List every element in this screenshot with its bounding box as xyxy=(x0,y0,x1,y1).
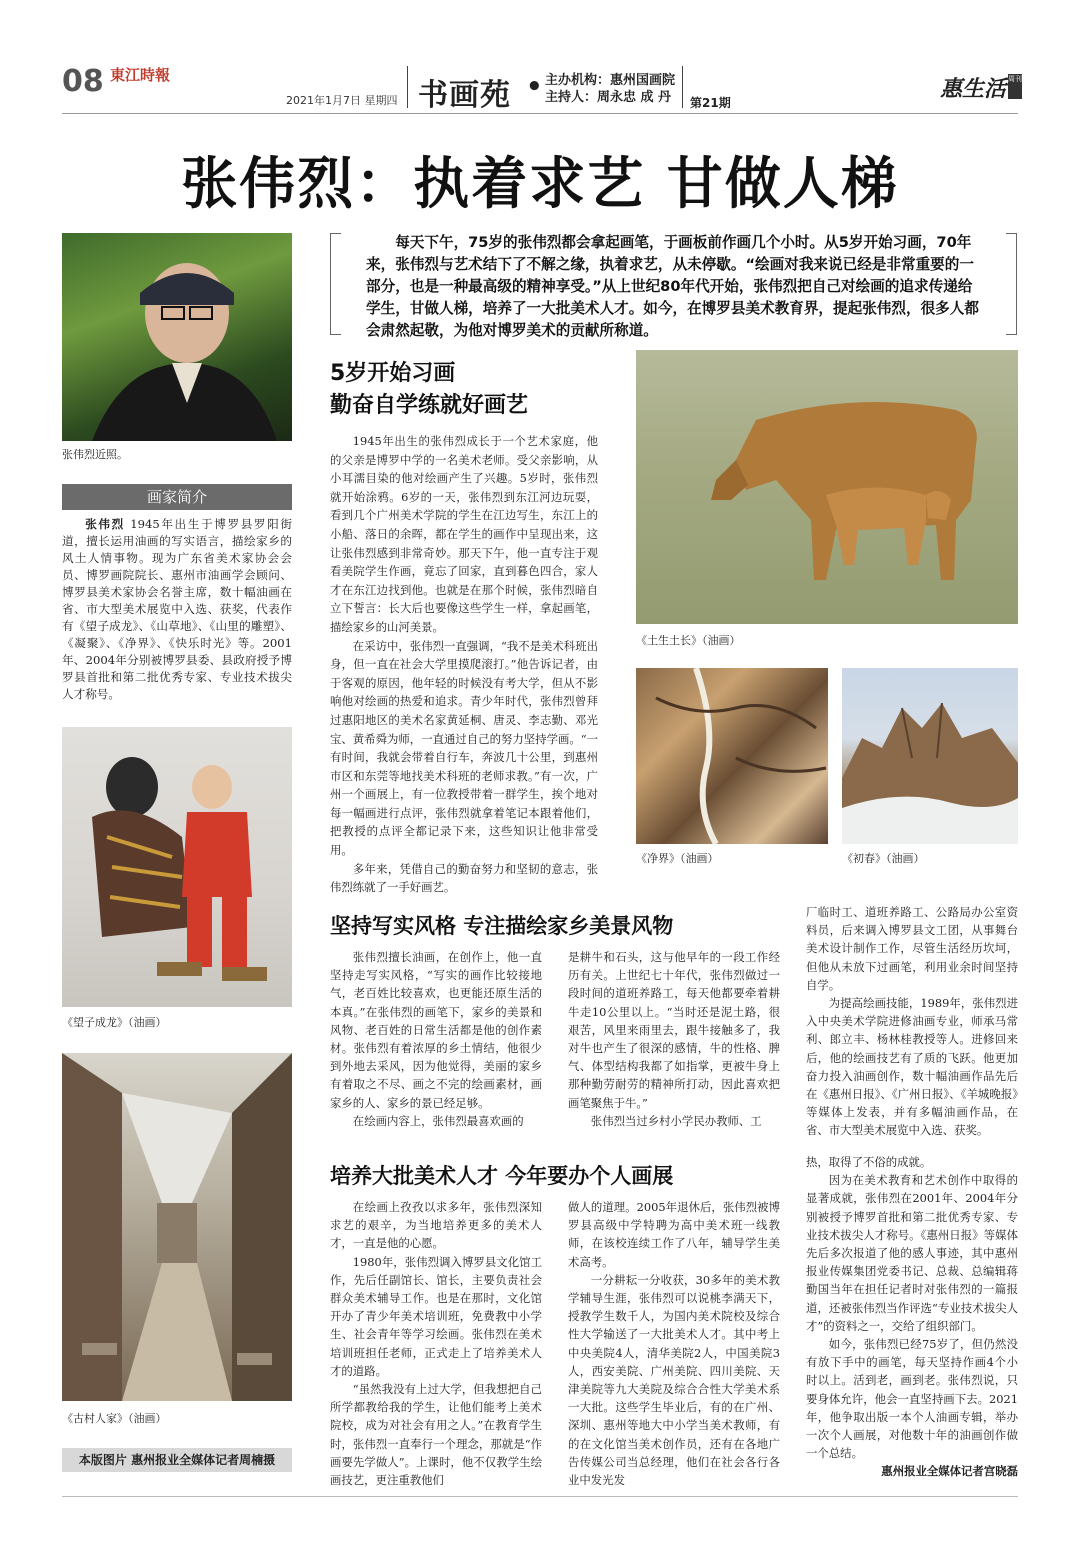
host-line: 主持人：周永忠 成 丹 xyxy=(545,90,672,105)
chuchun-caption: 《初春》（油画） xyxy=(842,852,925,865)
supplement-logo: 惠生活 xyxy=(940,76,1007,102)
section1-paragraph: 多年来，凭借自己的勤奋努力和坚韧的意志，张伟烈练就了一手好画艺。 xyxy=(330,861,598,895)
section-title: 书画苑 xyxy=(418,78,511,113)
newspaper-logo: 東江時報 xyxy=(110,66,171,84)
wangzi-illustration xyxy=(62,727,292,1007)
bio-heading: 画家简介 xyxy=(62,484,292,510)
bottom-rule xyxy=(62,1496,1018,1497)
section3-paragraph: 做人的道理。2005年退休后，张伟烈被博罗县高级中学特聘为高中美术班一线教师，在该校连续工作了八年，辅导学生美术高考。 xyxy=(568,1200,780,1269)
header-divider xyxy=(682,66,683,108)
lead-bracket-left xyxy=(330,233,341,335)
wangzi-caption: 《望子成龙》（油画） xyxy=(62,1016,167,1029)
section2-heading: 坚持写实风格 专注描绘家乡美景风物 xyxy=(330,914,674,938)
gucun-illustration xyxy=(62,1053,292,1401)
section3-paragraph: 因为在美术教育和艺术创作中取得的显著成就，张伟烈在2001年、2004年分别被授予博罗首批和第二批优秀专家、专业技术拔尖人才称号。《惠州日报》等媒体先后多次报道了他的感人事迹，其中惠州报业传媒集团党委书记、总裁、总编辑蒋勤国当年在担任记者时对张伟烈的一篇报道，还被张伟烈当作评选“专业技术拔尖人才”的资料之一，交给了组织部门。 xyxy=(806,1173,1018,1333)
section3-col3 xyxy=(806,1153,1018,1481)
section3-col1 xyxy=(330,1198,542,1489)
section1-paragraph: 在采访中，张伟烈一直强调，“我不是美术科班出身，但一直在社会大学里摸爬滚打。”他告诉记者，由于客观的原因，他年轻的时候没有考大学，但从不影响他对绘画的热爱和追求。青少年时代，张伟烈曾拜过惠阳地区的美术名家黄延桐、唐灵、李志勤、邓光宝、黄希舜为师，一直通过自己的努力坚持学画。“一有时间，我就会带着自行车，奔波几十公里，到惠州市区和东莞等地找美术科班的老师求教。”有一次，广州一个画展上，有一位教授带着一群学生，挨个地对每一幅画进行点评，张伟烈就拿着笔记本跟着他们，把教授的点评全都记录下来，这些知识让他非常受用。 xyxy=(330,638,598,858)
chuchun-illustration xyxy=(842,668,1018,844)
gucun-painting xyxy=(62,1053,292,1401)
section-dot: • xyxy=(526,72,543,102)
section3-paragraph: 1980年，张伟烈调入博罗县文化馆工作，先后任副馆长、馆长，主要负责社会群众美术辅导工作。也是在那时，文化馆开办了青少年美术培训班，免费教中小学生、社会青年等学习绘画。张伟烈在美术培训班担任老师，正式走上了培养美术人才的道路。 xyxy=(330,1254,542,1378)
cow-illustration xyxy=(636,350,1018,624)
page-number: 08 xyxy=(62,64,104,99)
publish-date: 2021年1月7日 星期四 xyxy=(286,94,398,107)
section2-col3 xyxy=(806,903,1018,1140)
bio-body: 1945年出生于博罗县罗阳街道，擅长运用油画的写实语言，描绘家乡的风土人情事物。现为广东省美术家协会会员、博罗画院院长、惠州市油画学会顾问、博罗县美术家协会名誉主席，数十幅油画在省、市大型美术展览中入选、获奖，代表作有《望子成龙》、《山草地》、《山里的雕塑》、《凝聚》、《净界》、《快乐时光》等。2001年、2004年分别被博罗县委、县政府授予博罗县首批和第二批优秀专家、专业技术拔尖人才称号。 xyxy=(62,517,292,701)
wangzi-painting xyxy=(62,727,292,1007)
section3-col2 xyxy=(568,1198,780,1489)
section3-paragraph: 一分耕耘一分收获，30多年的美术教学辅导生涯，张伟烈可以说桃李满天下，授教学生数千人，为国内美术院校及综合性大学输送了一大批美术人才。其中考上中央美院4人，清华美院2人，中国美院3人，西安美院、广州美院、四川美院、天津美院等九大美院及综合合性大学美术系一大批。这些学生毕业后，有的在广州、深圳、惠州等地大中小学当美术教师，有的在文化馆当美术创作员，还有在各地广告传媒公司当总经理，他们在社会各行各业中发光发 xyxy=(568,1272,780,1488)
section2-col1 xyxy=(330,948,542,1130)
section3-heading: 培养大批美术人才 今年要办个人画展 xyxy=(330,1164,674,1188)
bio-name: 张伟烈 xyxy=(85,517,125,531)
lead-paragraph: 每天下午，75岁的张伟烈都会拿起画笔，于画板前作画几个小时。从5岁开始习画，70年来，张伟烈与艺术结下了不解之缘，执着求艺，从未停歇。“绘画对我来说已经是非常重要的一部分，也是一种最高级的精神享受。”从上世纪80年代开始，张伟烈把自己对绘画的追求传递给学生，甘做人梯，培养了一大批美术人才。如今，在博罗县美术教育界，提起张伟烈，很多人都会肃然起敬，为他对博罗美术的贡献所称道。 xyxy=(366,234,979,339)
section2-paragraph: 在绘画内容上，张伟烈最喜欢画的 xyxy=(352,1113,524,1128)
portrait-photo xyxy=(62,233,292,441)
cow-painting xyxy=(636,350,1018,624)
chuchun-painting xyxy=(842,668,1018,844)
lead-bracket-right xyxy=(1006,233,1017,335)
header-rule xyxy=(62,113,1018,114)
sponsor-line: 主办机构：惠州国画院 xyxy=(545,73,676,88)
jingjie-caption: 《净界》（油画） xyxy=(636,852,719,865)
section3-paragraph: 热，取得了不俗的成就。 xyxy=(806,1155,932,1169)
section1-body xyxy=(330,432,598,897)
photo-credit: 本版图片 惠州报业全媒体记者周楠摄 xyxy=(62,1448,292,1472)
jingjie-painting xyxy=(636,668,828,844)
portrait-illustration xyxy=(62,233,292,441)
supplement-badge: 周刊 xyxy=(1008,74,1022,99)
section1-heading xyxy=(330,358,528,422)
section2-paragraph: 张伟烈当过乡村小学民办教师、工 xyxy=(590,1113,762,1128)
section1-paragraph: 1945年出生的张伟烈成长于一个艺术家庭，他的父亲是博罗中学的一名美术老师。受父亲影响，从小耳濡目染的他对绘画产生了兴趣。5岁时，张伟烈就开始涂鸦。6岁的一天，张伟烈到东江河边玩耍，看到几个广州美术学院的学生在江边写生，东江上的小船、落日的余晖，都在学生的画作中呈现出来，这让张伟烈感到非常奇妙。那天下午，他一直专注于观看美院学生作画，竟忘了回家，直到暮色四合，家人才在东江边找到他。也就是在那个时候，张伟烈暗自立下誓言：长大后也要像这些学生一样，拿起画笔，描绘家乡的山河美景。 xyxy=(330,434,598,634)
section1-heading-line2: 勤奋自学练就好画艺 xyxy=(330,393,529,418)
section3-paragraph: “虽然我没有上过大学，但我想把自己所学都教给我的学生，让他们能考上美术院校，成为对社会有用之人。”在教育学生时，张伟烈一直奉行一个理念，那就是“作画要先学做人”。上课时，他不仅教学生绘画技艺，更注重教他们 xyxy=(330,1382,542,1488)
section2-paragraph: 是耕牛和石头，这与他早年的一段工作经历有关。上世纪七十年代，张伟烈做过一段时间的道班养路工，每天他都要牵着耕牛走10公里以上。“当时还是泥土路，很艰苦，风里来雨里去，跟牛接触多了，我对牛也产生了很深的感情，牛的性格、脾气、体型结构我都了如指掌，更被牛身上那种勤劳耐劳的精神所打动，因此喜欢把画笔聚焦于牛。” xyxy=(568,950,780,1110)
issue-number: 第21期 xyxy=(690,96,731,110)
reporter-byline: 惠州报业全媒体记者宫晓磊 xyxy=(881,1464,1018,1479)
headline: 张伟烈：执着求艺 甘做人梯 xyxy=(181,152,899,217)
section3-paragraph: 在绘画上孜孜以求多年，张伟烈深知求艺的艰辛，为当地培养更多的美术人才，一直是他的心愿。 xyxy=(330,1200,542,1251)
section1-heading-line1: 5岁开始习画 xyxy=(330,361,456,386)
section3-paragraph: 如今，张伟烈已经75岁了，但仍然没有放下手中的画笔，每天坚持作画4个小时以上。活到老，画到老。张伟烈说，只要身体允许，他会一直坚持画下去。2021年，他争取出版一本个人油画专辑，举办一次个人画展，对他数十年的油画创作做一个总结。 xyxy=(806,1337,1018,1461)
header-divider xyxy=(407,66,408,108)
section2-paragraph: 为提高绘画技能，1989年，张伟烈进入中央美术学院进修油画专业，师承马常利、郎立丰、杨林桂教授等人。进修回来后，他的绘画技艺有了质的飞跃。他更加奋力投入油画创作，数十幅油画作品先后在《惠州日报》、《广州日报》、《羊城晚报》等媒体上发表，并有多幅油画作品，在省、市大型美术展览中入选、获奖。 xyxy=(806,996,1018,1138)
section2-paragraph: 张伟烈擅长油画，在创作上，他一直坚持走写实风格，“写实的画作比较接地气，老百姓比较喜欢，也更能还原生活的本真。”在张伟烈的画笔下，家乡的美景和风物、老百姓的日常生活都是他的创作素材。张伟烈有着浓厚的乡土情结，他很少到外地去采风，因为他觉得，美丽的家乡有着取之不尽、画之不完的绘画素材，画家乡的人、家乡的景已经足够。 xyxy=(330,950,542,1110)
section-sponsor xyxy=(545,72,675,106)
portrait-caption: 张伟烈近照。 xyxy=(62,448,128,461)
bio-text xyxy=(62,516,292,703)
gucun-caption: 《古村人家》（油画） xyxy=(62,1412,167,1425)
jingjie-illustration xyxy=(636,668,828,844)
section2-paragraph: 厂临时工、道班养路工、公路局办公室资料员，后来调入博罗县文工团，从事舞台美术设计制作工作，尽管生活经历坎坷，但他从未放下过画笔，利用业余时间坚持自学。 xyxy=(806,905,1018,992)
section2-col2 xyxy=(568,948,780,1130)
cow-caption: 《土生土长》（油画） xyxy=(636,634,741,647)
